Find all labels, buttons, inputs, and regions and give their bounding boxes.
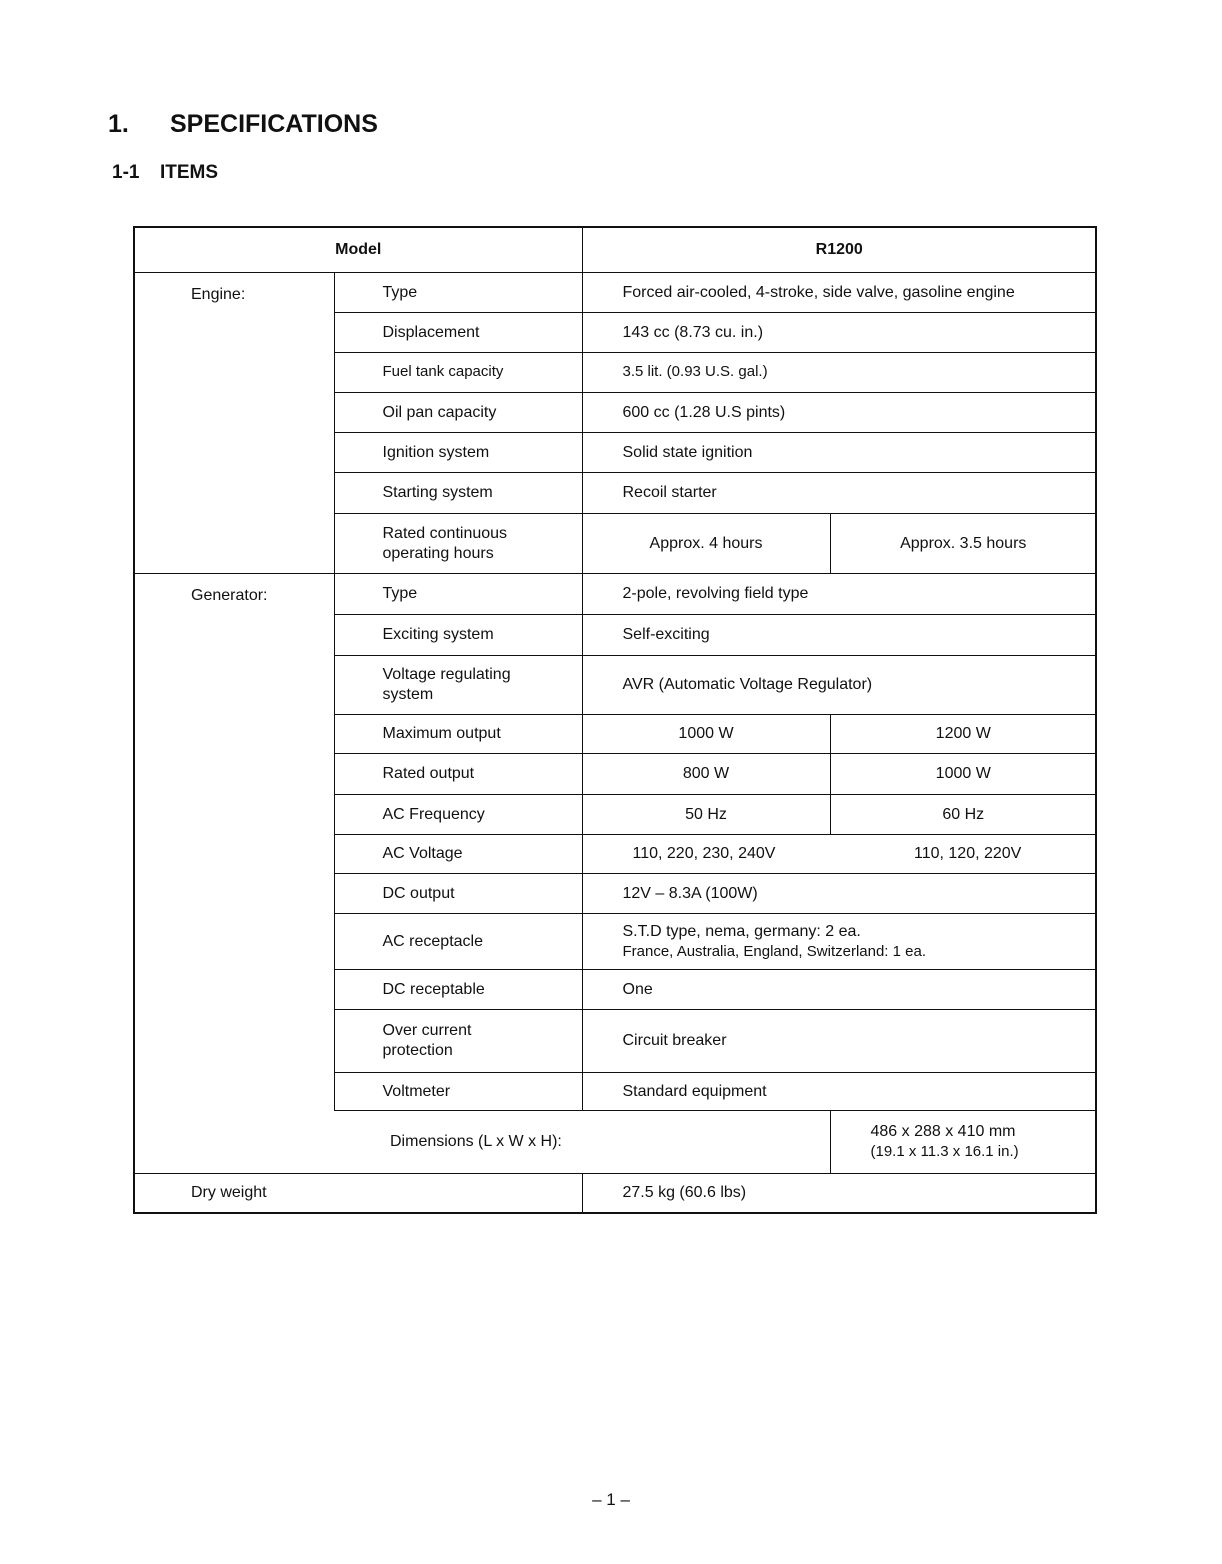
fuel-tank-value: 3.5 lit. (0.93 U.S. gal.) — [582, 353, 1096, 393]
table-row — [134, 574, 1096, 615]
ac-receptacle-value-line2: France, Australia, England, Switzerland: 1 ea. — [622, 942, 927, 960]
section-title: SPECIFICATIONS — [170, 110, 378, 138]
exciting-value: Self-exciting — [582, 615, 1096, 656]
displacement-value: 143 cc (8.73 cu. in.) — [582, 313, 1096, 353]
over-current-label-line1: Over current — [382, 1022, 472, 1039]
dc-receptable-label: DC receptable — [334, 970, 582, 1010]
engine-label: Engine: — [134, 273, 334, 574]
dc-output-label: DC output — [334, 874, 582, 914]
oil-pan-value: 600 cc (1.28 U.S pints) — [582, 393, 1096, 433]
ignition-value: Solid state ignition — [582, 433, 1096, 473]
model-value: R1200 — [582, 227, 1096, 273]
dry-weight-value: 27.5 kg (60.6 lbs) — [582, 1174, 1096, 1213]
rated-hours-value-b: Approx. 3.5 hours — [830, 514, 1096, 574]
ac-voltage-value-a: 110, 220, 230, 240V — [582, 835, 830, 874]
generator-type-value: 2-pole, revolving field type — [582, 574, 1096, 615]
fuel-tank-label: Fuel tank capacity — [334, 353, 582, 393]
generator-type-label: Type — [334, 574, 582, 615]
dimensions-value-line2: (19.1 x 11.3 x 16.1 in.) — [870, 1143, 1019, 1160]
ac-voltage-label: AC Voltage — [334, 835, 582, 874]
max-output-value-b: 1200 W — [830, 715, 1096, 754]
voltmeter-value: Standard equipment — [582, 1073, 1096, 1111]
engine-type-value: Forced air-cooled, 4-stroke, side valve, gasoline engine — [582, 273, 1096, 313]
rated-hours-value-a: Approx. 4 hours — [582, 514, 830, 574]
rated-output-value-b: 1000 W — [830, 754, 1096, 795]
voltage-reg-value: AVR (Automatic Voltage Regulator) — [582, 656, 1096, 715]
ac-receptacle-value — [582, 914, 1096, 970]
specifications-table — [133, 226, 1097, 1214]
ignition-label: Ignition system — [334, 433, 582, 473]
starting-value: Recoil starter — [582, 473, 1096, 514]
displacement-label: Displacement — [334, 313, 582, 353]
ac-frequency-value-a: 50 Hz — [582, 795, 830, 835]
table-row — [134, 1174, 1096, 1213]
rated-hours-label-line1: Rated continuous — [382, 524, 508, 542]
model-label: Model — [335, 241, 382, 258]
dimensions-value — [830, 1111, 1096, 1174]
rated-output-label: Rated output — [334, 754, 582, 795]
over-current-value: Circuit breaker — [582, 1010, 1096, 1073]
dry-weight-label: Dry weight — [134, 1174, 582, 1213]
table-header-row — [134, 227, 1096, 273]
ac-frequency-label: AC Frequency — [334, 795, 582, 835]
rated-output-value-a: 800 W — [582, 754, 830, 795]
voltage-reg-label-line2: system — [382, 686, 434, 703]
over-current-label-line2: protection — [382, 1042, 453, 1059]
over-current-label — [334, 1010, 582, 1073]
voltmeter-label: Voltmeter — [334, 1073, 582, 1111]
subsection-title: ITEMS — [160, 162, 219, 183]
dimensions-value-line1: 486 x 288 x 410 mm — [870, 1123, 1016, 1140]
voltage-reg-label — [334, 656, 582, 715]
subsection-number: 1-1 — [112, 162, 140, 183]
oil-pan-label: Oil pan capacity — [334, 393, 582, 433]
max-output-label: Maximum output — [334, 715, 582, 754]
max-output-value-a: 1000 W — [582, 715, 830, 754]
section-heading — [108, 110, 378, 139]
subsection-heading — [112, 162, 218, 184]
voltage-reg-label-line1: Voltage regulating — [382, 666, 511, 683]
ac-receptacle-value-line1: S.T.D type, nema, germany: 2 ea. — [622, 922, 861, 940]
ac-voltage-value-b: 110, 120, 220V — [830, 835, 1096, 874]
ac-frequency-value-b: 60 Hz — [830, 795, 1096, 835]
exciting-label: Exciting system — [334, 615, 582, 656]
section-number: 1. — [108, 110, 129, 138]
dimensions-label: Dimensions (L x W x H): — [334, 1111, 830, 1174]
dc-receptable-value: One — [582, 970, 1096, 1010]
ac-receptacle-label: AC receptacle — [334, 914, 582, 970]
table-row — [134, 273, 1096, 313]
generator-label: Generator: — [134, 574, 334, 1174]
engine-type-label: Type — [334, 273, 582, 313]
rated-hours-label-line2: operating hours — [382, 544, 494, 562]
starting-label: Starting system — [334, 473, 582, 514]
rated-hours-label — [334, 514, 582, 574]
page-number: – 1 – — [592, 1490, 630, 1509]
dc-output-value: 12V – 8.3A (100W) — [582, 874, 1096, 914]
